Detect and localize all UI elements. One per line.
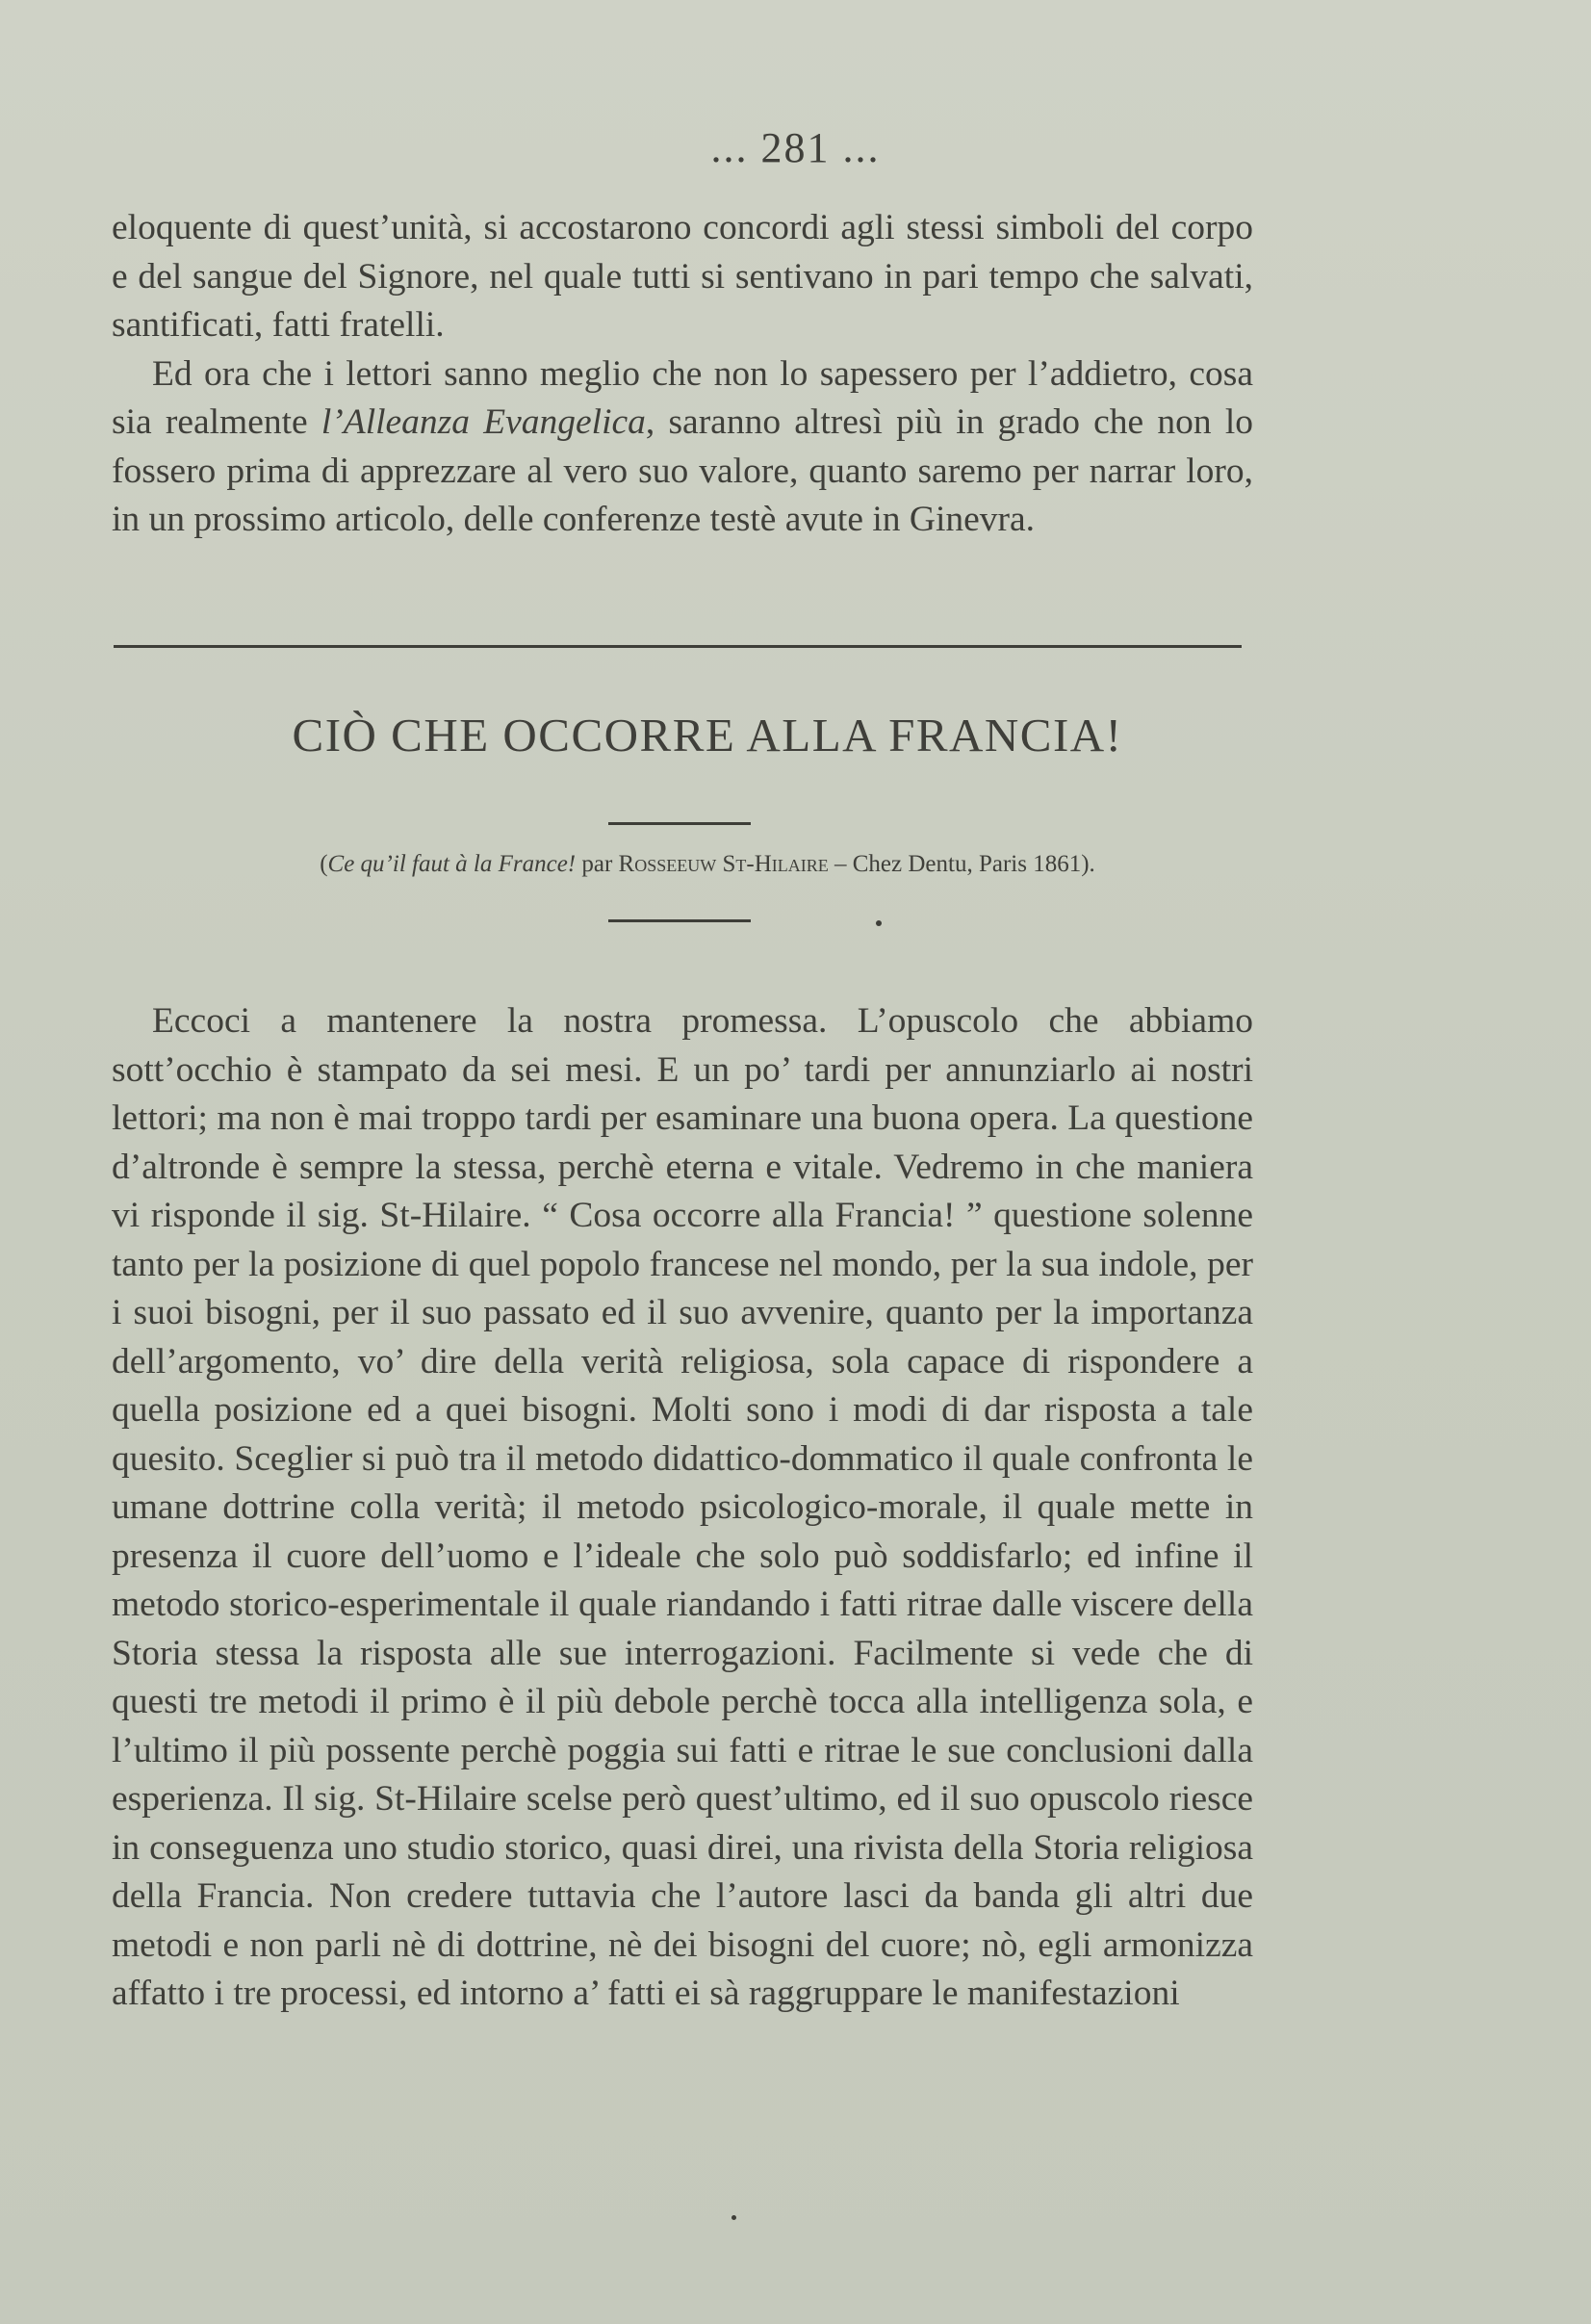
source-citation [0, 851, 1415, 878]
intro-paragraph-2-end: , saranno altresì più in grado che non lo fossero prima di apprezzare al vero suo valore, quanto saremo per narrar loro, in un prossimo articolo, delle conferenze testè avute in Ginevra. [112, 402, 1253, 539]
intro-paragraph-1: eloquente di quest’unità, si accostarono concordi agli stessi simboli del corpo e del sangue del Signore, nel quale tutti si sentivano in pari tempo che salvati, santificati, fatti fratelli. [112, 208, 1253, 345]
intro-paragraph-2 [112, 350, 1253, 545]
citation-open-paren: ( [320, 851, 328, 877]
cited-author: Rosseeuw St-Hilaire [618, 851, 829, 877]
intro-paragraph-2-start: Ed ora che i lettori sanno meglio che non lo sapessero per l’addietro, cosa sia realmente [112, 353, 1253, 442]
citation-underline-rule [608, 919, 751, 922]
article-title: CIÒ CHE OCCORRE ALLA FRANCIA! [292, 709, 1123, 762]
citation-by: par [576, 851, 619, 877]
body-paragraph: Eccoci a mantenere la nostra promessa. L’opuscolo che abbiamo sott’occhio è stampato da sei mesi. E un po’ tardi per annunziarlo ai nostri lettori; ma non è mai troppo tardi per esaminare una buona opera. La questione d’altronde è sempre la stessa, perchè eterna e vitale. Vedremo in che maniera vi risponde il sig. St-Hilaire. “ Cosa occorre alla Francia! ” questione solenne tanto per la posizione di quel popolo francese nel mondo, per la sua indole, per i suoi bisogni, per il suo passato ed il suo avvenire, quanto per la importanza dell’argomento, vo’ dire della verità religiosa, sola capace di rispondere a quella posizione ed a quei bisogni. Molti sono i modi di dar risposta a tale quesito. Sceglier si può tra il metodo didattico-dommatico il quale confronta le umane dottrine colla verità; il metodo psicologico-morale, il quale mette in presenza il cuore dell’uomo e l’ideale che solo può soddisfarlo; ed infine il metodo storico-esperimentale il quale riandando i fatti ritrae dalle viscere della Storia stessa la risposta alle sue interrogazioni. Facilmente si vede che di questi tre metodi il primo è il più debole perchè tocca alla intelligenza sola, e l’ultimo il più possente perchè poggia sui fatti e ritrae le sue conclusioni dalla esperienza. Il sig. St-Hilaire scelse però quest’ultimo, ed il suo opuscolo riesce in conseguenza uno studio storico, quasi direi, una rivista della Storia religiosa della Francia. Non credere tuttavia che l’autore lasci da banda gli altri due metodi e non parli nè di dottrine, nè dei bisogni del cuore; nò, egli armonizza affatto i tre processi, ed intorno a’ fatti ei sà raggruppare le manifestazioni [112, 1001, 1253, 2013]
title-underline-rule [608, 822, 751, 825]
ink-speck [731, 2215, 736, 2220]
page-number: ... 281 ... [710, 124, 881, 171]
intro-section [112, 204, 1253, 545]
citation-close-paren: ). [1081, 851, 1095, 877]
cited-publisher: – Chez Dentu, Paris 1861 [828, 851, 1082, 877]
section-divider-rule [114, 645, 1242, 648]
alleanza-evangelica-emphasis: l’Alleanza Evangelica [321, 402, 646, 442]
article-body [112, 997, 1253, 2019]
cited-book-title: Ce qu’il faut à la France! [327, 851, 577, 877]
ink-speck [876, 920, 882, 926]
